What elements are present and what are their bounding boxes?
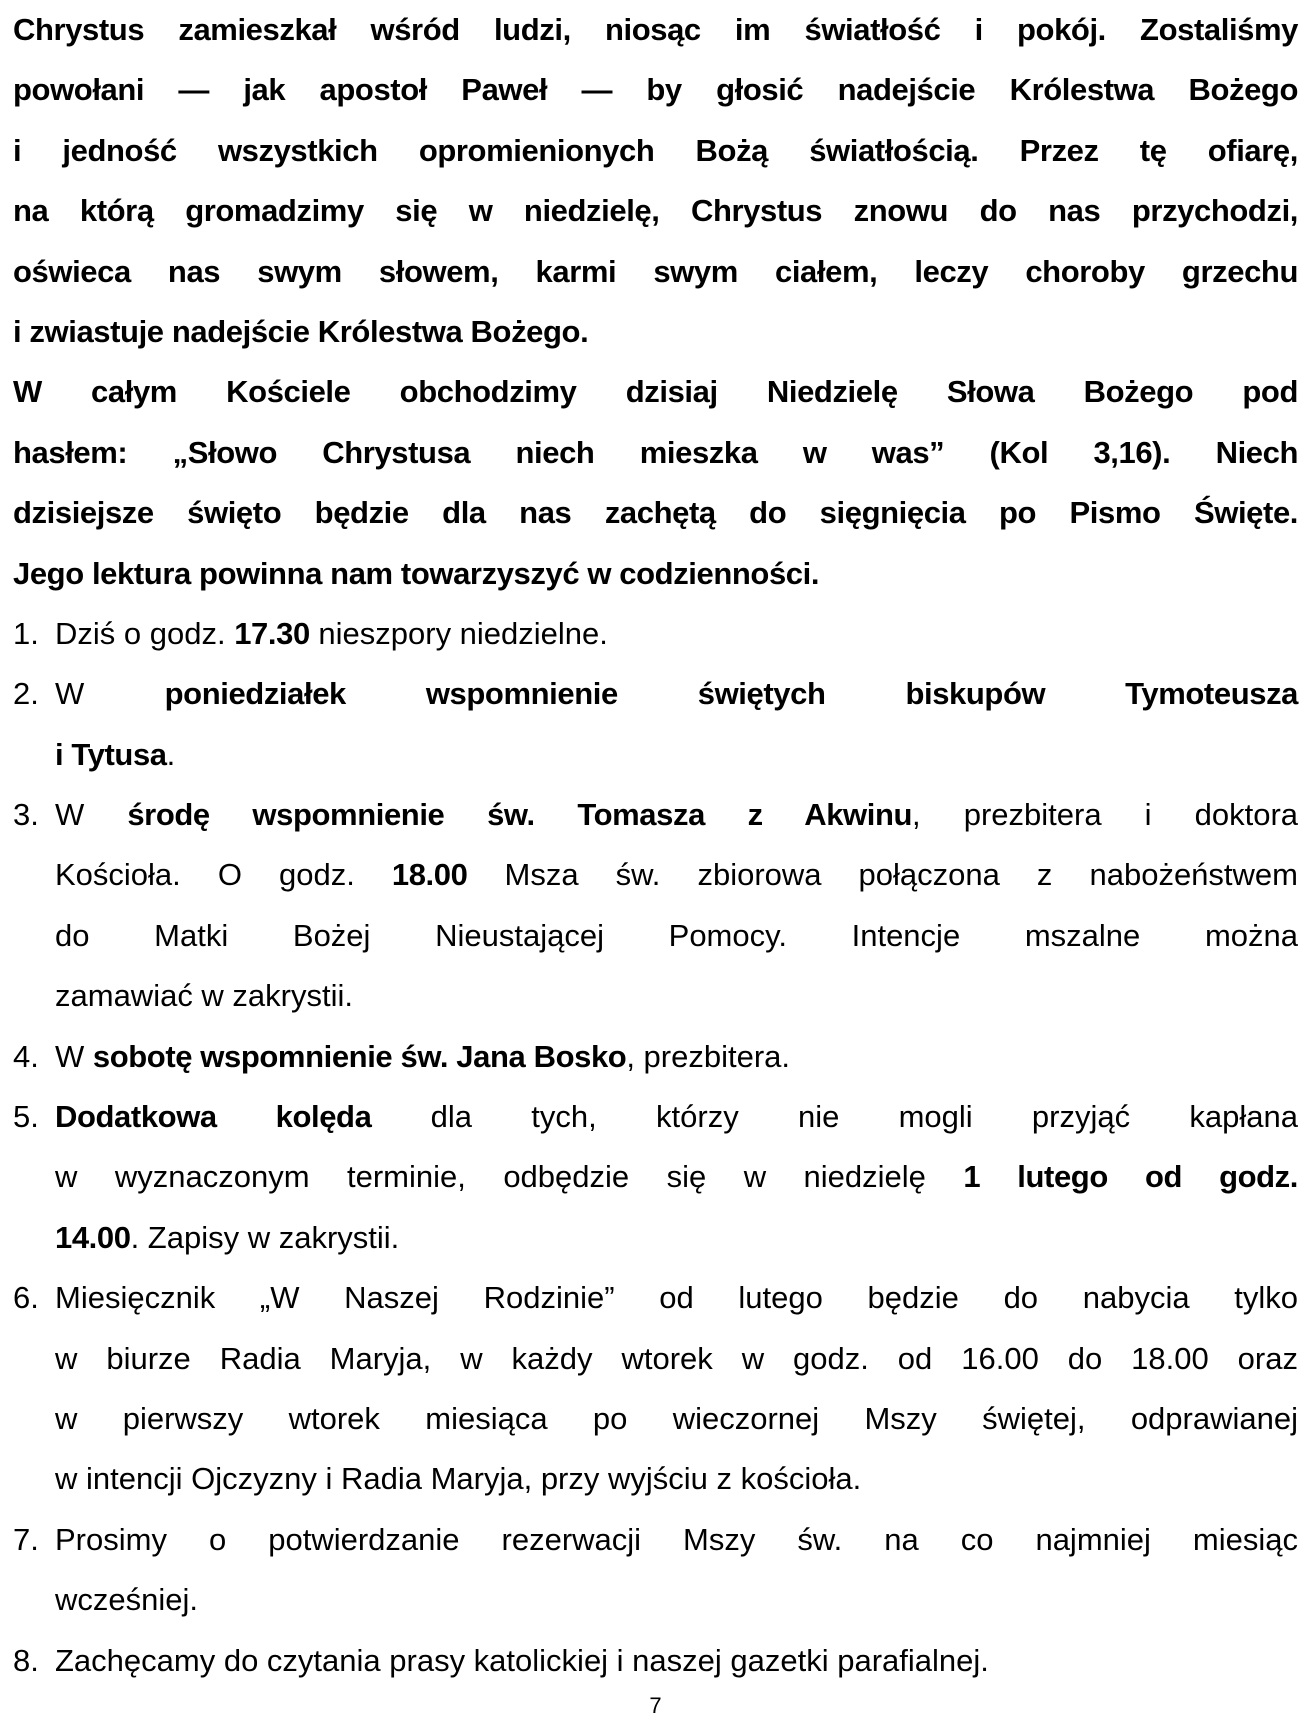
list-number: 7. <box>13 1521 39 1557</box>
text-line <box>13 302 1298 362</box>
bold-text: środę wspomnienie św. Tomasza z Akwinu <box>127 797 913 833</box>
list-item-text <box>55 1087 1298 1147</box>
text-segment: zamawiać w zakrystii. <box>55 978 353 1014</box>
bold-text: powołani — jak apostoł Paweł — by głosić nadejście Królestwa Bożego <box>13 72 1298 108</box>
list-number: 4. <box>13 1038 39 1074</box>
text-segment: dla tych, którzy nie mogli przyjąć kapłana <box>371 1099 1298 1135</box>
page-number: 7 <box>649 1693 662 1718</box>
list-item-line <box>13 1631 1298 1691</box>
text-segment: Dziś o godz. <box>55 615 235 651</box>
announcements-document <box>13 0 1298 1691</box>
text-line <box>13 483 1298 543</box>
list-number: 8. <box>13 1642 39 1678</box>
text-line <box>13 544 1298 604</box>
list-number: 3. <box>13 797 39 833</box>
text-line <box>13 906 1298 966</box>
text-segment: Miesięcznik „W Naszej Rodzinie” od lutego będzie do nabycia tylko <box>55 1280 1298 1316</box>
bold-text: 17.30 <box>234 615 310 651</box>
bold-text: W całym Kościele obchodzimy dzisiaj Niedzielę Słowa Bożego pod <box>13 374 1298 410</box>
text-line <box>13 845 1298 905</box>
list-item-line <box>13 1510 1298 1570</box>
text-line <box>13 1389 1298 1449</box>
list-item-line <box>13 1087 1298 1147</box>
bold-text: i zwiastuje nadejście Królestwa Bożego. <box>13 313 589 349</box>
text-segment: Zachęcamy do czytania prasy katolickiej i naszej gazetki parafialnej. <box>55 1642 989 1678</box>
list-item-text <box>55 604 1298 664</box>
list-item-line <box>13 1268 1298 1328</box>
text-segment: w biurze Radia Maryja, w każdy wtorek w godz. od 16.00 do 18.00 oraz <box>55 1340 1298 1376</box>
bold-text: i Tytusa <box>55 736 167 772</box>
text-segment: Msza św. zbiorowa połączona z nabożeństwem <box>467 857 1298 893</box>
text-segment: , prezbitera i doktora <box>912 797 1299 833</box>
list-item-line <box>13 604 1298 664</box>
text-segment: Prosimy o potwierdzanie rezerwacji Mszy św. na co najmniej miesiąc <box>55 1521 1298 1557</box>
list-item-line <box>13 785 1298 845</box>
text-line <box>13 1449 1298 1509</box>
text-line <box>13 242 1298 302</box>
bold-text: dzisiejsze święto będzie dla nas zachętą do sięgnięcia po Pismo Święte. <box>13 495 1298 531</box>
text-line <box>13 423 1298 483</box>
list-item-line <box>13 664 1298 724</box>
text-segment: . Zapisy w zakrystii. <box>130 1219 400 1255</box>
list-number: 2. <box>13 676 39 712</box>
text-segment: wcześniej. <box>55 1582 198 1618</box>
bold-text: sobotę wspomnienie św. Jana Bosko <box>92 1038 627 1074</box>
text-line <box>13 1147 1298 1207</box>
text-segment: do Matki Bożej Nieustającej Pomocy. Intencje mszalne można <box>55 917 1298 953</box>
bold-text: Dodatkowa kolęda <box>55 1099 372 1135</box>
text-segment: W <box>55 797 128 833</box>
list-item-line <box>13 1027 1298 1087</box>
list-item-text <box>55 664 1298 724</box>
bold-text: Chrystus zamieszkał wśród ludzi, niosąc im światłość i pokój. Zostaliśmy <box>13 12 1298 47</box>
list-item-text <box>55 1631 1298 1691</box>
text-segment: w wyznaczonym terminie, odbędzie się w niedzielę <box>55 1159 964 1195</box>
text-segment: Kościoła. O godz. <box>55 857 392 893</box>
text-segment: , prezbitera. <box>626 1038 791 1074</box>
text-segment: W <box>55 676 165 712</box>
list-number: 5. <box>13 1099 39 1135</box>
text-segment: W <box>55 1038 93 1074</box>
text-line <box>13 966 1298 1026</box>
text-line <box>13 181 1298 241</box>
text-line <box>13 0 1298 60</box>
bold-text: 14.00 <box>55 1219 131 1255</box>
bold-text: hasłem: „Słowo Chrystusa niech mieszka w was” (Kol 3,16). Niech <box>13 434 1298 470</box>
bold-text: 18.00 <box>391 857 468 893</box>
bold-text: 1 lutego od godz. <box>963 1159 1298 1195</box>
bold-text: oświeca nas swym słowem, karmi swym ciałem, leczy choroby grzechu <box>13 253 1298 289</box>
list-number: 6. <box>13 1280 39 1316</box>
list-number: 1. <box>13 615 39 651</box>
list-item-text <box>55 1510 1298 1570</box>
text-line <box>13 725 1298 785</box>
bold-text: i jedność wszystkich opromienionych Bożą światłością. Przez tę ofiarę, <box>13 132 1298 168</box>
text-line <box>13 1570 1298 1630</box>
text-line <box>13 121 1298 181</box>
text-segment: w intencji Ojczyzny i Radia Maryja, przy wyjściu z kościoła. <box>55 1461 862 1497</box>
list-item-text <box>55 1027 1298 1087</box>
text-segment: w pierwszy wtorek miesiąca po wieczornej Mszy świętej, odprawianej <box>55 1400 1298 1436</box>
text-line <box>13 362 1298 422</box>
list-item-text <box>55 785 1298 845</box>
text-segment: nieszpory niedzielne. <box>309 615 608 651</box>
text-line <box>13 1329 1298 1389</box>
bold-text: Jego lektura powinna nam towarzyszyć w codzienności. <box>13 555 820 591</box>
text-line <box>13 60 1298 120</box>
text-segment: . <box>166 736 176 772</box>
text-line <box>13 1208 1298 1268</box>
bold-text: na którą gromadzimy się w niedzielę, Chrystus znowu do nas przychodzi, <box>13 193 1298 229</box>
list-item-text <box>55 1268 1298 1328</box>
bold-text: poniedziałek wspomnienie świętych biskupów Tymoteusza <box>164 676 1299 712</box>
